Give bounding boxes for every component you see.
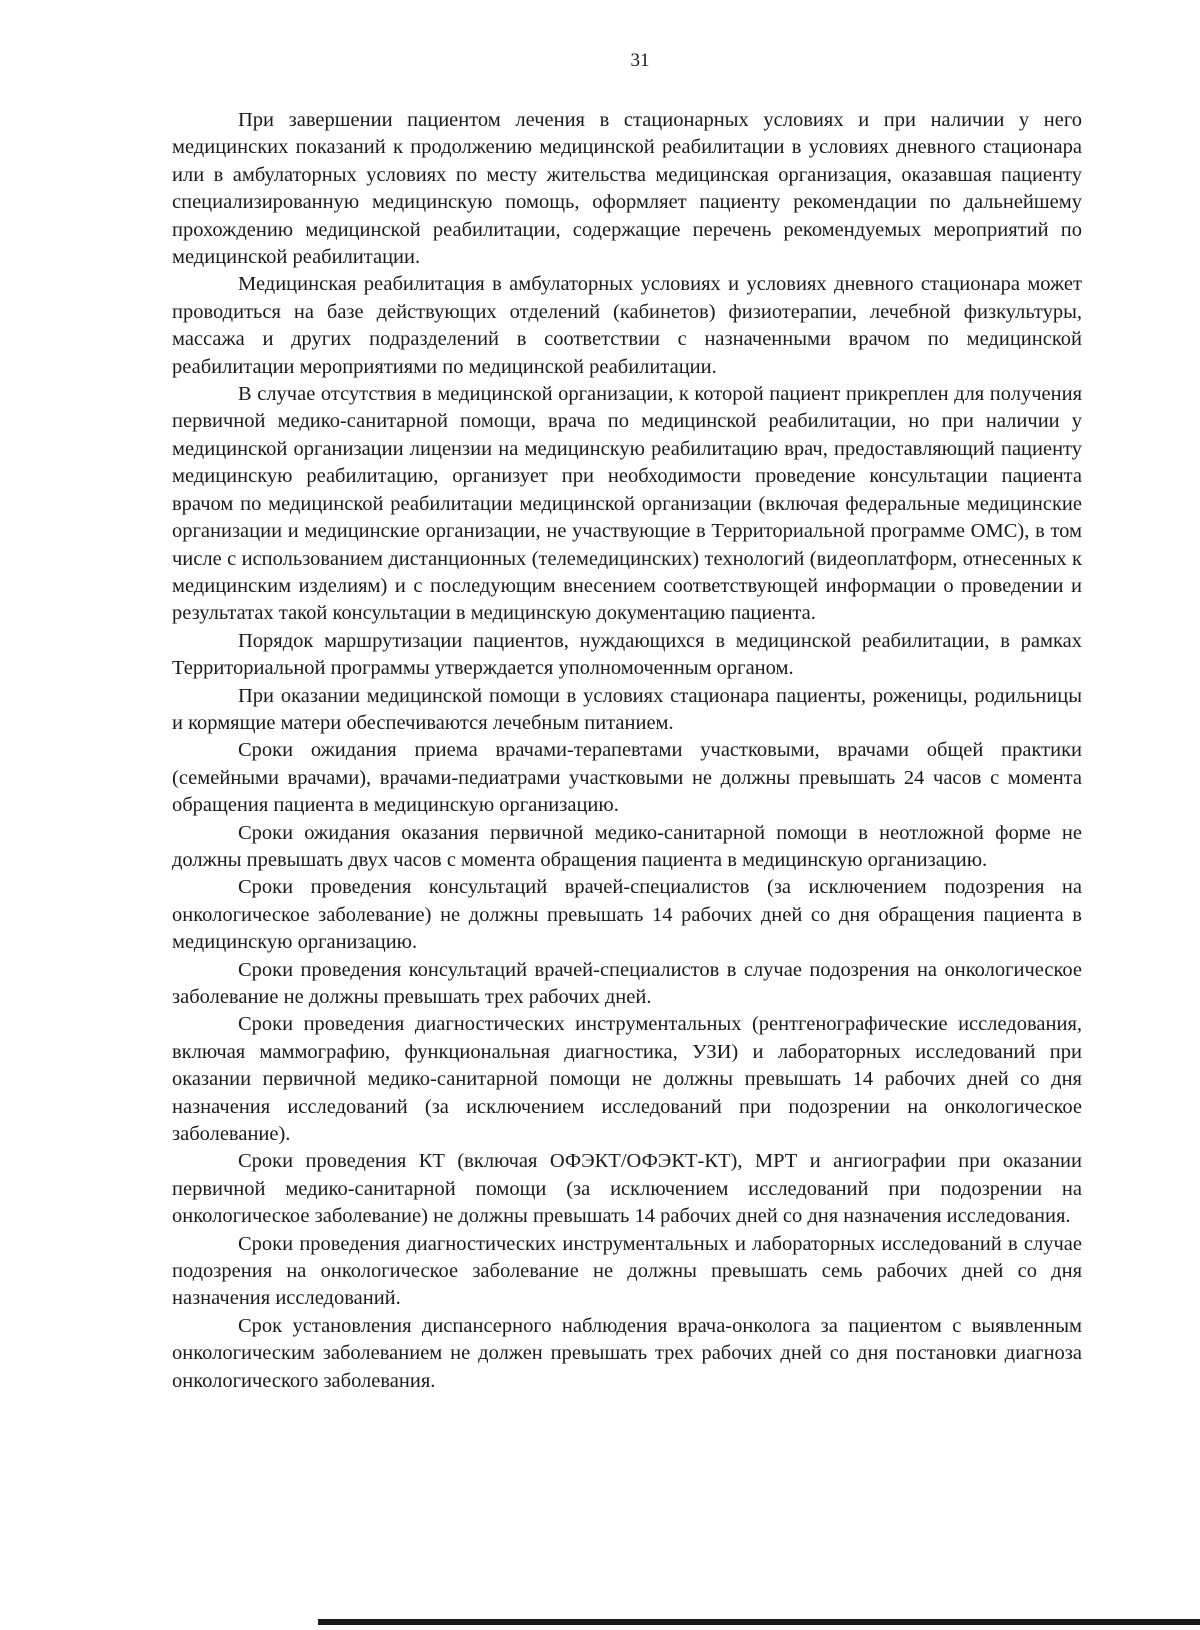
page-number: 31 <box>630 50 650 71</box>
paragraph: Сроки проведения диагностических инструментальных и лабораторных исследований в случае подозрения на онкологическое заболевание не должны превышать семь рабочих дней со дня назначения исследований. <box>172 1232 1082 1310</box>
paragraph: Сроки проведения диагностических инструментальных (рентгенографические исследования, включая маммографию, функциональная диагностика, УЗИ) и лабораторных исследований при оказании первичной медико-санитарной помощи не должны превышать 14 рабочих дней со дня назначения исследований (за исключением исследований при подозрении на онкологическое заболевание). <box>172 1013 1082 1146</box>
paragraph: Сроки ожидания оказания первичной медико-санитарной помощи в неотложной форме не должны превышать двух часов с момента обращения пациента в медицинскую организацию. <box>172 821 1082 871</box>
paragraph: В случае отсутствия в медицинской организации, к которой пациент прикреплен для получения первичной медико-санитарной помощи, врача по медицинской реабилитации, но при наличии у медицинской организации лицензии на медицинскую реабилитацию врач, предоставляющий пациенту медицинскую реабилитацию, организует при необходимости проведение консультации пациента врачом по медицинской реабилитации медицинской организации (включая федеральные медицинские организации и медицинские организации, не участвующие в Территориальной программе ОМС), в том числе с использованием дистанционных (телемедицинских) технологий (видеоплатформ, отнесенных к медицинским изделиям) и с последующим внесением соответствующей информации о проведении и результатах такой консультации в медицинскую документацию пациента. <box>172 383 1082 625</box>
paragraph: Сроки проведения КТ (включая ОФЭКТ/ОФЭКТ-КТ), МРТ и ангиографии при оказании первичной медико-санитарной помощи (за исключением исследований при подозрении на онкологическое заболевание) не должны превышать 14 рабочих дней со дня назначения исследования. <box>172 1150 1082 1228</box>
scan-edge-line <box>318 1619 1200 1625</box>
paragraph: При оказании медицинской помощи в условиях стационара пациенты, роженицы, родильницы и кормящие матери обеспечиваются лечебным питанием. <box>172 684 1082 734</box>
paragraph: Медицинская реабилитация в амбулаторных условиях и условиях дневного стационара может проводиться на базе действующих отделений (кабинетов) физиотерапии, лечебной физкультуры, массажа и других подразделений в соответствии с назначенными врачом по медицинской реабилитации мероприятиями по медицинской реабилитации. <box>172 273 1082 378</box>
paragraph: При завершении пациентом лечения в стационарных условиях и при наличии у него медицинских показаний к продолжению медицинской реабилитации в условиях дневного стационара или в амбулаторных условиях по месту жительства медицинская организация, оказавшая пациенту специализированную медицинскую помощь, оформляет пациенту рекомендации по дальнейшему прохождению медицинской реабилитации, содержащие перечень рекомендуемых мероприятий по медицинской реабилитации. <box>172 109 1082 269</box>
paragraph: Сроки ожидания приема врачами-терапевтами участковыми, врачами общей практики (семейными врачами), врачами-педиатрами участковыми не должны превышать 24 часов с момента обращения пациента в медицинскую организацию. <box>172 739 1082 817</box>
document-body <box>172 107 1082 1395</box>
paragraph: Порядок маршрутизации пациентов, нуждающихся в медицинской реабилитации, в рамках Территориальной программы утверждается уполномоченным органом. <box>172 629 1082 680</box>
paragraph: Сроки проведения консультаций врачей-специалистов в случае подозрения на онкологическое заболевание не должны превышать трех рабочих дней. <box>172 958 1082 1008</box>
paragraph: Срок установления диспансерного наблюдения врача-онколога за пациентом с выявленным онкологическим заболеванием не должен превышать трех рабочих дней со дня постановки диагноза онкологического заболевания. <box>172 1314 1082 1392</box>
paragraph: Сроки проведения консультаций врачей-специалистов (за исключением подозрения на онкологическое заболевание) не должны превышать 14 рабочих дней со дня обращения пациента в медицинскую организацию. <box>172 876 1082 954</box>
